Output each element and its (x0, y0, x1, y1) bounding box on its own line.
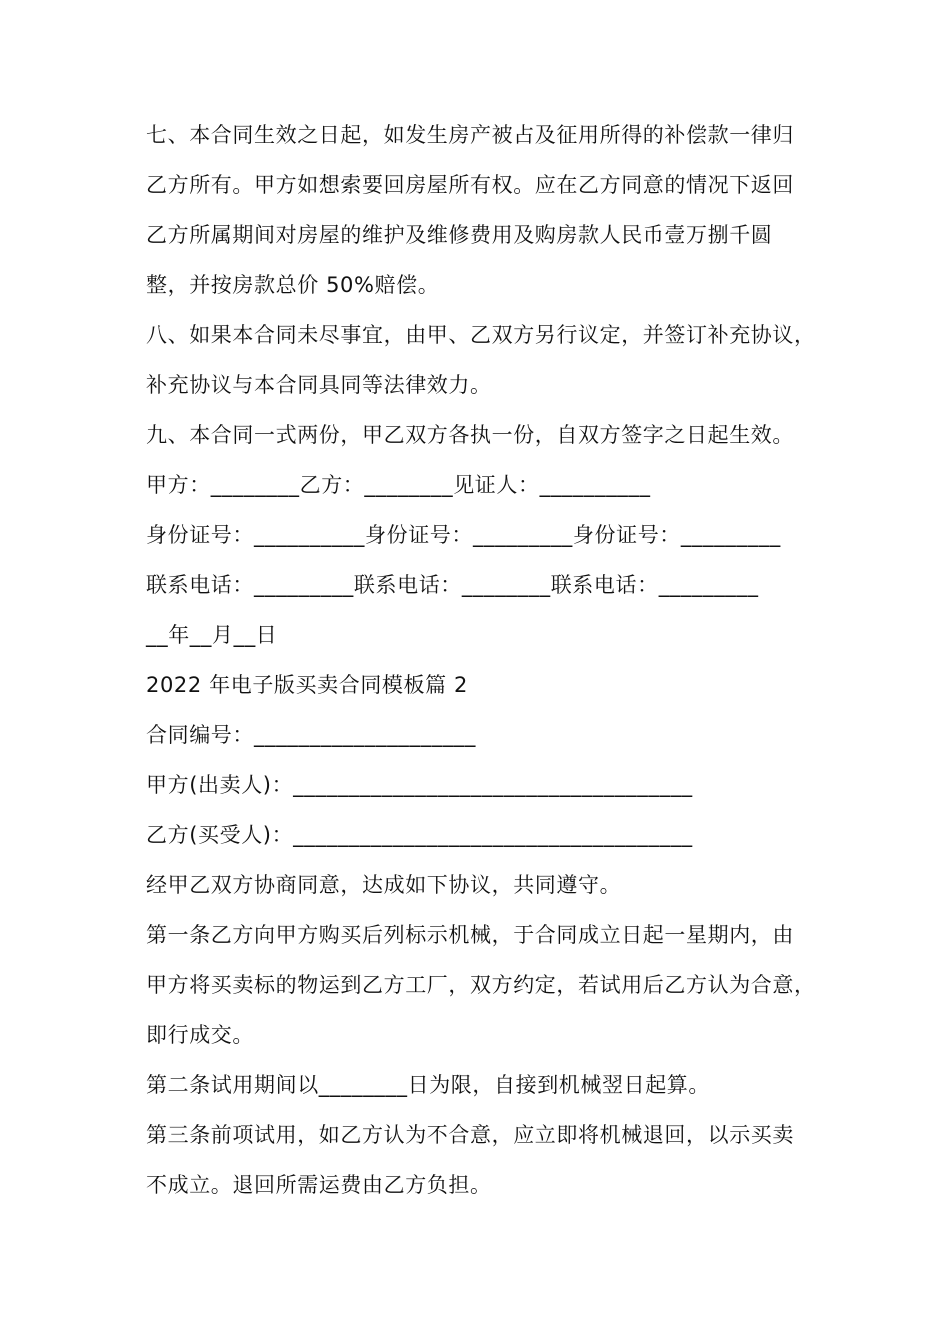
phone-line: 联系电话：_________联系电话：________联系电话：_________ (146, 573, 759, 597)
paragraph-line: 乙方所属期间对房屋的维护及维修费用及购房款人民币壹万捌千圆 (146, 223, 773, 247)
paragraph-line: 经甲乙双方协商同意，达成如下协议，共同遵守。 (146, 873, 622, 897)
paragraph-line: 乙方所有。甲方如想索要回房屋所有权。应在乙方同意的情况下返回 (146, 173, 794, 197)
paragraph-line: 第二条试用期间以________日为限，自接到机械翌日起算。 (146, 1073, 710, 1097)
paragraph-line: 九、本合同一式两份，甲乙双方各执一份，自双方签字之日起生效。 (146, 423, 794, 447)
paragraph-line: 即行成交。 (146, 1023, 254, 1047)
contract-number-line: 合同编号：____________________ (146, 723, 476, 747)
section-heading: 2022 年电子版买卖合同模板篇 2 (146, 673, 468, 697)
paragraph-line: 八、如果本合同未尽事宜，由甲、乙双方另行议定，并签订补充协议， (146, 323, 816, 347)
paragraph-line: 第一条乙方向甲方购买后列标示机械，于合同成立日起一星期内，由 (146, 923, 794, 947)
date-line: __年__月__日 (146, 623, 278, 647)
id-number-line: 身份证号：__________身份证号：_________身份证号：_________ (146, 523, 781, 547)
buyer-line: 乙方(买受人)：____________________________________ (146, 823, 693, 847)
paragraph-line: 不成立。退回所需运费由乙方负担。 (146, 1173, 492, 1197)
paragraph-line: 七、本合同生效之日起，如发生房产被占及征用所得的补偿款一律归 (146, 123, 794, 147)
paragraph-line: 甲方将买卖标的物运到乙方工厂，双方约定，若试用后乙方认为合意， (146, 973, 816, 997)
paragraph-line: 整，并按房款总价 50%赔偿。 (146, 273, 440, 297)
paragraph-line: 第三条前项试用，如乙方认为不合意，应立即将机械退回，以示买卖 (146, 1123, 794, 1147)
paragraph-line: 补充协议与本合同具同等法律效力。 (146, 373, 492, 397)
seller-line: 甲方(出卖人)：____________________________________ (146, 773, 693, 797)
signature-line: 甲方：________乙方：________见证人：__________ (146, 473, 651, 497)
